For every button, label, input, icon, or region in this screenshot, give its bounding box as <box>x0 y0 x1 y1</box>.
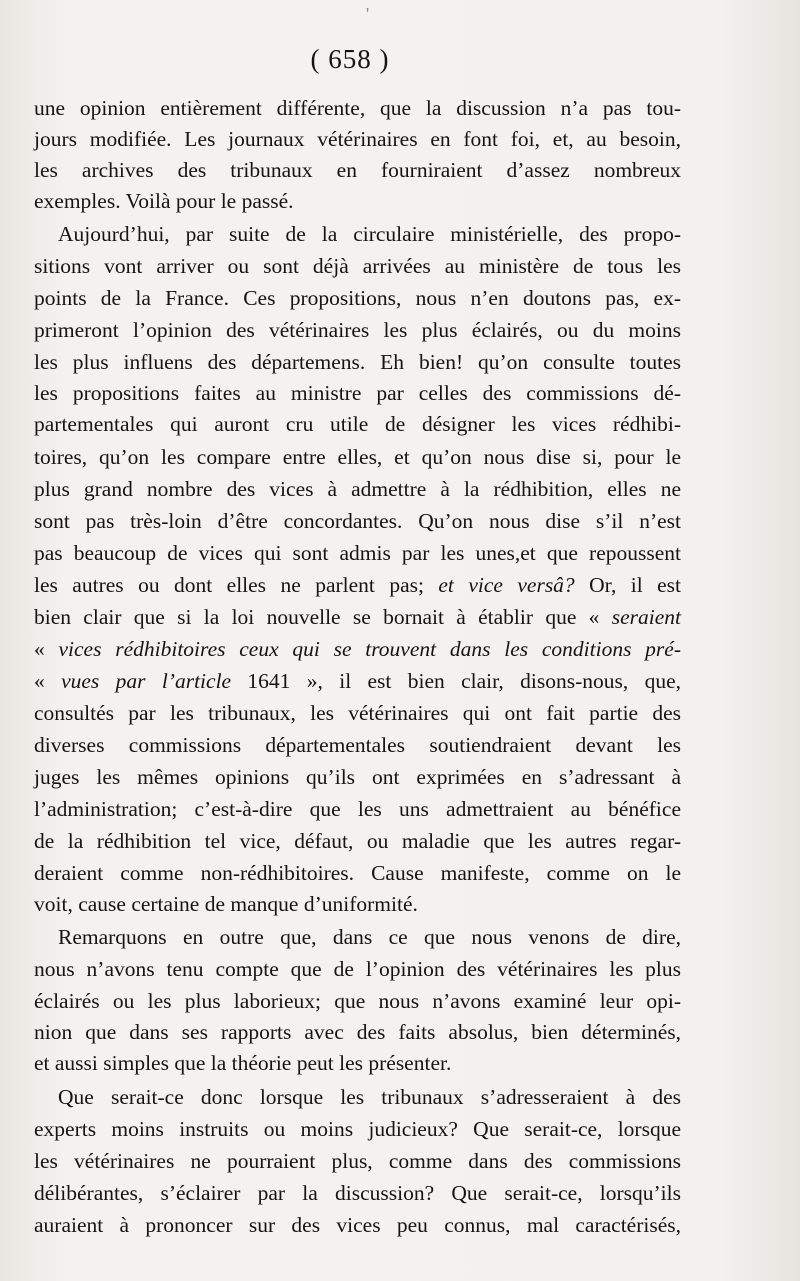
text-line: nous n’avons tenu compte que de l’opinion des vétérinaires les plus <box>34 957 681 981</box>
text-line: jours modifiée. Les journaux vétérinaires en font foi, et, au besoin, <box>34 127 681 151</box>
text-line: primeront l’opinion des vétérinaires les plus éclairés, ou du moins <box>34 318 681 342</box>
text-line: bien clair que si la loi nouvelle se bornait à établir que « seraient <box>34 605 681 629</box>
text-line: auraient à prononcer sur des vices peu connus, mal caractérisés, <box>34 1213 681 1237</box>
text-line: délibérantes, s’éclairer par la discussion? Que serait-ce, lorsqu’ils <box>34 1181 681 1205</box>
text-line: éclairés ou les plus laborieux; que nous n’avons examiné leur opi- <box>34 989 681 1013</box>
text-line: de la rédhibition tel vice, défaut, ou maladie que les autres regar- <box>34 829 681 853</box>
text-line: « vices rédhibitoires ceux qui se trouvent dans les conditions pré- <box>34 637 681 661</box>
edge-mark: ' <box>366 4 370 24</box>
text-line: les propositions faites au ministre par celles des commissions dé- <box>34 381 681 405</box>
text-line: pas beaucoup de vices qui sont admis par les unes,et que repoussent <box>34 541 681 565</box>
text-line: Aujourd’hui, par suite de la circulaire ministérielle, des propo- <box>58 222 681 246</box>
text-line: et aussi simples que la théorie peut les présenter. <box>34 1051 452 1075</box>
text-line: les archives des tribunaux en fourniraient d’assez nombreux <box>34 158 681 182</box>
text-line: sont pas très-loin d’être concordantes. Qu’on nous dise s’il n’est <box>34 509 681 533</box>
text-line: nion que dans ses rapports avec des faits absolus, bien déterminés, <box>34 1020 681 1044</box>
text-line: une opinion entièrement différente, que la discussion n’a pas tou- <box>34 96 681 120</box>
text-line: les vétérinaires ne pourraient plus, comme dans des commissions <box>34 1149 681 1173</box>
text-line: toires, qu’on les compare entre elles, et qu’on nous dise si, pour le <box>34 445 681 469</box>
text-line: « vues par l’article 1641 », il est bien clair, disons-nous, que, <box>34 669 681 693</box>
text-line: juges les mêmes opinions qu’ils ont exprimées en s’adressant à <box>34 765 681 789</box>
text-line: les autres ou dont elles ne parlent pas; et vice versâ? Or, il est <box>34 573 682 597</box>
text-line: partementales qui auront cru utile de désigner les vices rédhibi- <box>34 412 681 436</box>
text-line: consultés par les tribunaux, les vétérinaires qui ont fait partie des <box>34 701 681 725</box>
text-line: sitions vont arriver ou sont déjà arrivées au ministère de tous les <box>34 254 681 278</box>
text-line: Que serait-ce donc lorsque les tribunaux s’adresseraient à des <box>58 1085 681 1109</box>
text-line: deraient comme non-rédhibitoires. Cause manifeste, comme on le <box>34 861 681 885</box>
page-number: ( 658 ) <box>310 44 390 74</box>
text-line: exemples. Voilà pour le passé. <box>34 189 294 213</box>
text-line: experts moins instruits ou moins judicieux? Que serait-ce, lorsque <box>34 1117 681 1141</box>
text-line: diverses commissions départementales soutiendraient devant les <box>34 733 681 757</box>
text-line: Remarquons en outre que, dans ce que nous venons de dire, <box>58 925 681 949</box>
text-line: l’administration; c’est-à-dire que les uns admettraient au bénéfice <box>34 797 681 821</box>
text-line: points de la France. Ces propositions, nous n’en doutons pas, ex- <box>34 286 681 310</box>
text-line: voit, cause certaine de manque d’uniformité. <box>34 892 418 916</box>
text-line: plus grand nombre des vices à admettre à la rédhibition, elles ne <box>34 477 681 501</box>
text-line: les plus influens des départemens. Eh bien! qu’on consulte toutes <box>34 350 681 374</box>
